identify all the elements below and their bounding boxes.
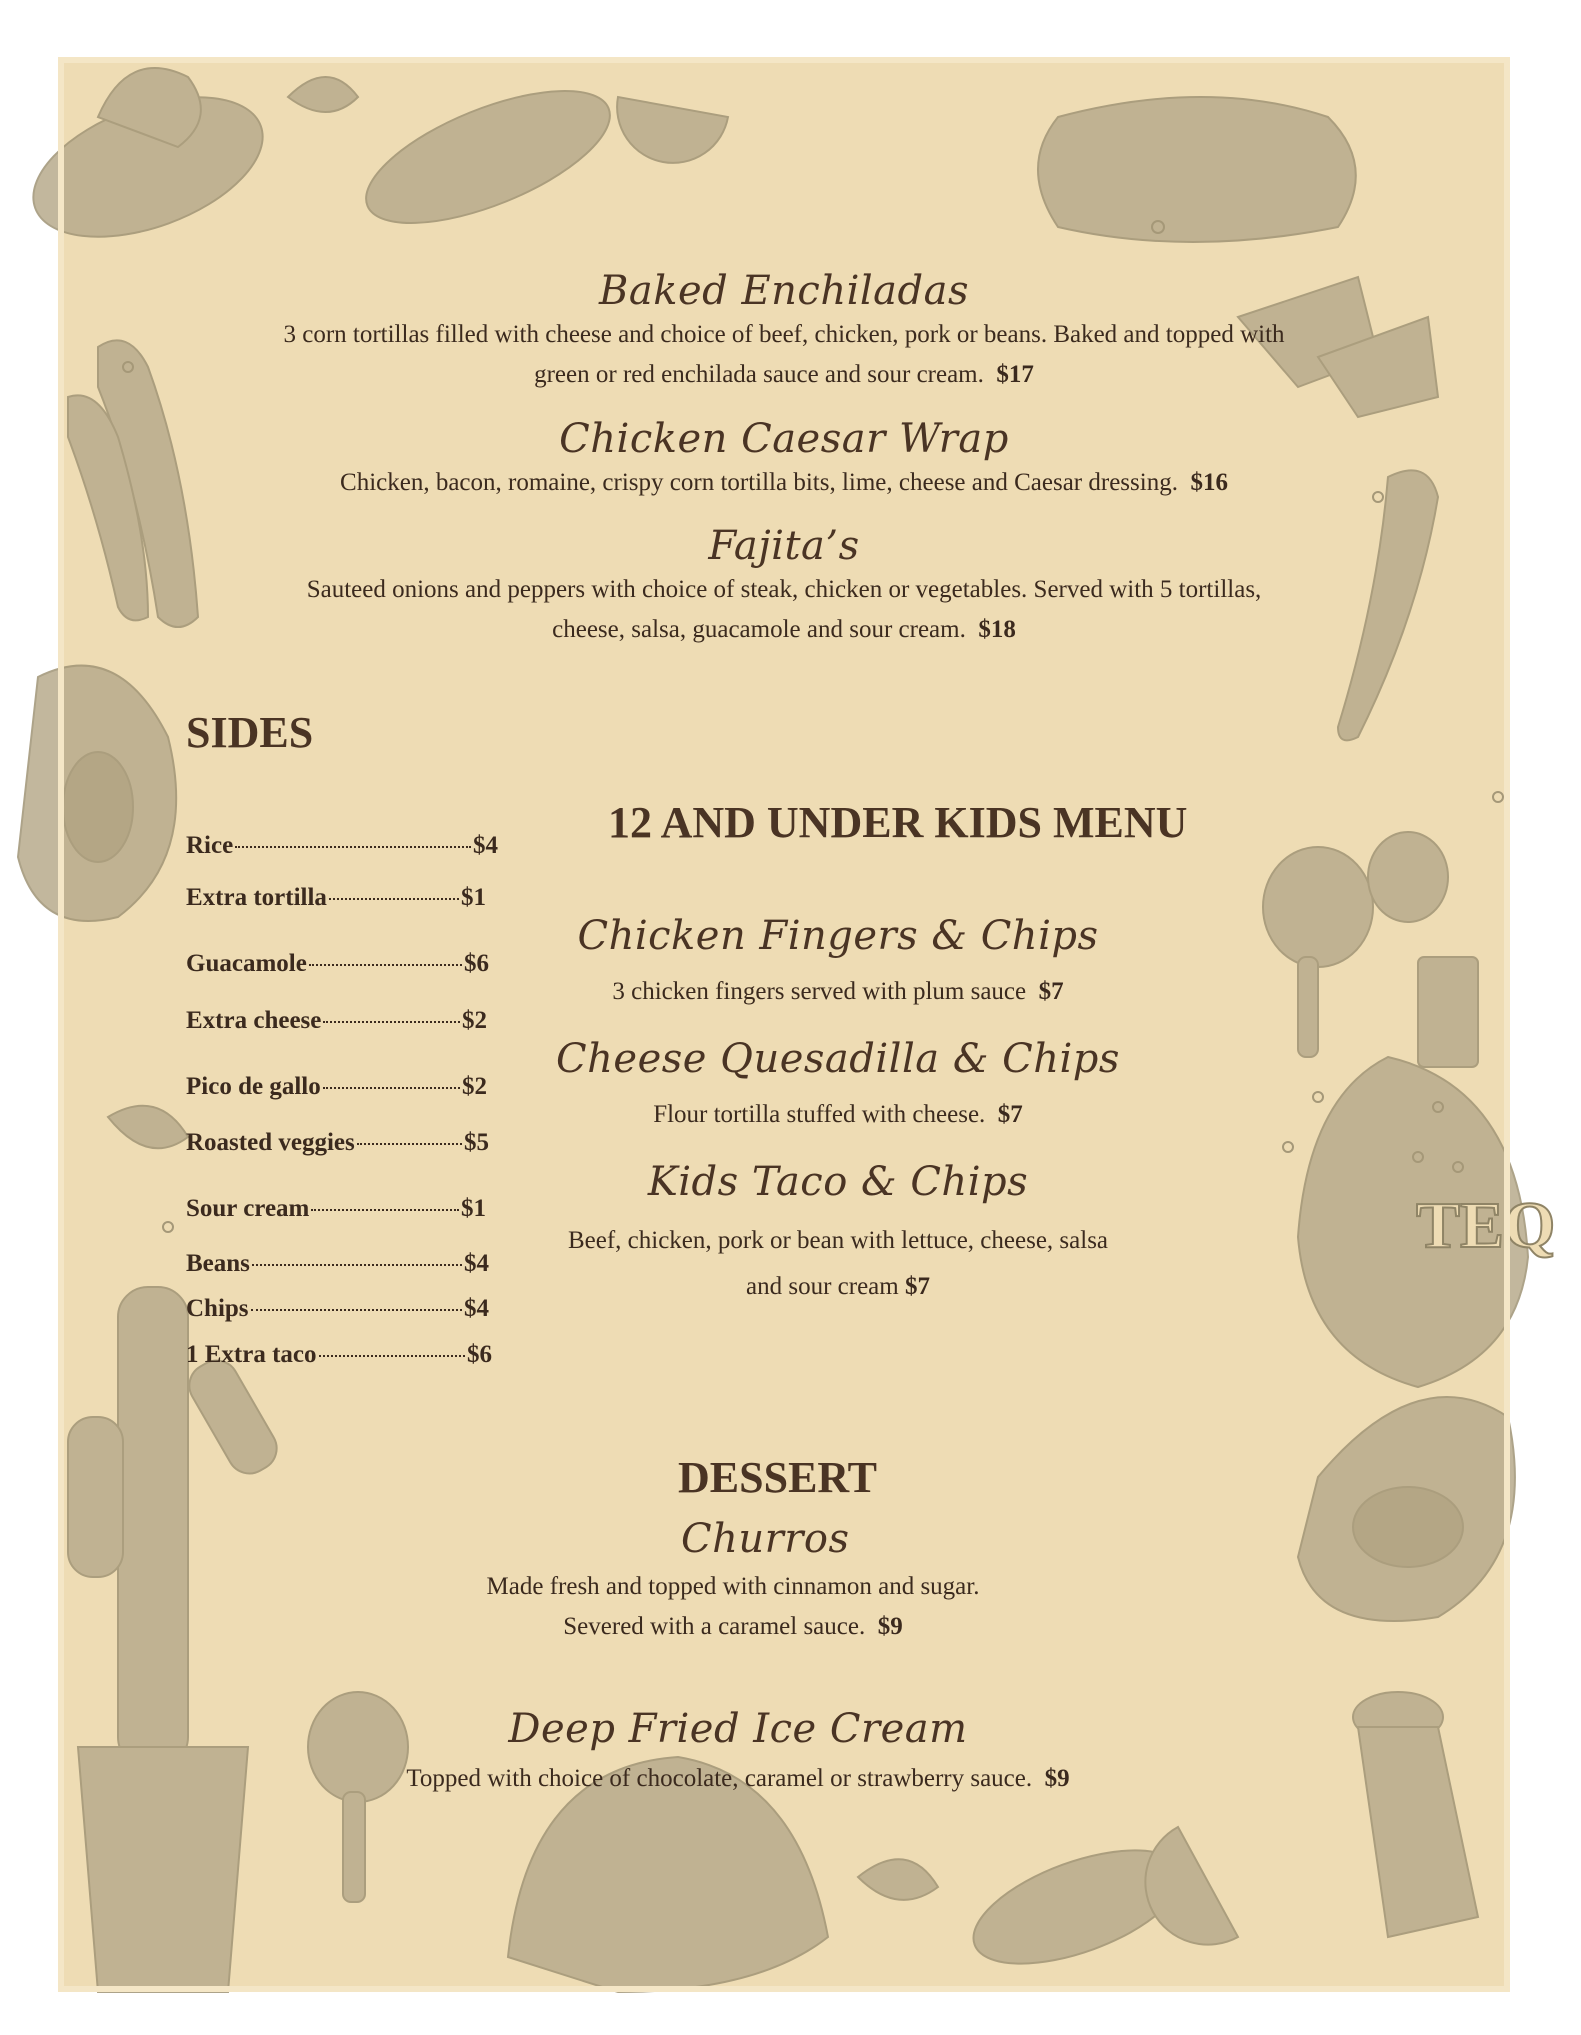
kids-item-taco — [498, 1158, 1178, 1310]
item-description — [498, 1218, 1178, 1310]
tequila-label-text: TEQ — [1416, 1189, 1556, 1262]
dessert-heading: DESSERT — [678, 1453, 877, 1502]
leader-dots — [252, 1264, 462, 1266]
desc-line: Topped with choice of chocolate, caramel or strawberry sauce. — [406, 1765, 1033, 1792]
desc-line-with-price — [423, 1607, 1043, 1647]
main-item-enchiladas — [58, 267, 1510, 395]
side-name: Sour cream — [186, 1195, 310, 1222]
side-item — [186, 1007, 487, 1035]
item-title: Deep Fried Ice Cream — [508, 1706, 968, 1752]
side-item — [186, 1295, 489, 1323]
leaf-icon-2 — [108, 1106, 188, 1149]
item-price: $9 — [1044, 1765, 1070, 1792]
kids-item-chicken-fingers — [498, 912, 1178, 1012]
side-price: $4 — [464, 1250, 489, 1277]
menu-page — [58, 57, 1556, 1992]
item-description — [358, 1759, 1118, 1799]
sides-heading: SIDES — [186, 708, 314, 757]
side-name: Extra tortilla — [186, 884, 327, 911]
desc-line: Sauteed onions and peppers with choice of steak, chicken or vegetables. Served with 5 tortillas, — [306, 576, 1262, 603]
side-item — [186, 1195, 486, 1223]
side-name: 1 Extra taco — [186, 1341, 317, 1368]
item-title: Churros — [681, 1516, 850, 1562]
desc-line-with-price — [58, 610, 1510, 650]
leader-dots — [323, 1021, 460, 1023]
item-title: Chicken Fingers & Chips — [577, 913, 1099, 959]
item-title: Baked Enchiladas — [598, 268, 969, 314]
item-description — [58, 315, 1510, 395]
main-item-caesar-wrap — [58, 415, 1510, 503]
leader-dots — [235, 846, 471, 848]
leader-dots — [319, 1355, 465, 1357]
salt-shaker-icon — [1353, 1692, 1478, 1937]
item-description — [498, 972, 1178, 1012]
leader-dots — [309, 964, 462, 966]
leader-dots — [251, 1309, 462, 1311]
avocado-icon-right — [1298, 1397, 1515, 1621]
item-price: $7 — [904, 1273, 930, 1300]
side-item — [186, 950, 489, 978]
desc-line: cheese, salsa, guacamole and sour cream. — [552, 616, 966, 643]
lime-slice-icon-bottom — [1145, 1827, 1238, 1945]
side-item — [186, 832, 498, 860]
item-price: $7 — [997, 1101, 1023, 1128]
desc-line: Beef, chicken, pork or bean with lettuce, cheese, salsa — [567, 1227, 1109, 1254]
tequila-bottle-icon — [1298, 957, 1528, 1387]
item-title: Chicken Caesar Wrap — [559, 416, 1009, 462]
desc-line: and sour cream — [746, 1273, 899, 1300]
desc-line: 3 corn tortillas filled with cheese and choice of beef, chicken, pork or beans. Baked and topped with — [283, 321, 1285, 348]
desc-line: Severed with a caramel sauce. — [563, 1613, 866, 1640]
side-price: $4 — [464, 1295, 489, 1322]
corn-icon — [349, 64, 626, 250]
item-price: $7 — [1038, 978, 1064, 1005]
lime-slice-icon — [617, 97, 728, 163]
desc-line: Chicken, bacon, romaine, crispy corn tortilla bits, lime, cheese and Caesar dressing. — [340, 469, 1178, 496]
leader-dots — [311, 1209, 459, 1211]
item-description — [423, 1567, 1043, 1647]
cactus-icon — [68, 1287, 285, 1992]
desc-line: green or red enchilada sauce and sour cream. — [534, 361, 984, 388]
side-name: Pico de gallo — [186, 1073, 321, 1100]
item-price: $18 — [978, 616, 1016, 643]
desc-line: 3 chicken fingers served with plum sauce — [612, 978, 1027, 1005]
item-price: $17 — [996, 361, 1034, 388]
item-description — [58, 463, 1510, 503]
dessert-item-fried-ice-cream — [358, 1705, 1118, 1799]
side-name: Extra cheese — [186, 1007, 322, 1034]
side-item — [186, 1250, 489, 1278]
side-price: $4 — [473, 832, 498, 859]
sombrero-icon — [15, 68, 282, 264]
item-description — [498, 1095, 1178, 1135]
desc-line: Flour tortilla stuffed with cheese. — [653, 1101, 986, 1128]
kids-menu-heading: 12 AND UNDER KIDS MENU — [608, 798, 1188, 847]
dessert-item-churros — [423, 1515, 1043, 1647]
item-price: $9 — [877, 1613, 903, 1640]
side-price: $2 — [462, 1007, 487, 1034]
leaf-icon — [288, 77, 358, 112]
side-name: Guacamole — [186, 950, 307, 977]
leader-dots — [357, 1143, 462, 1145]
item-title: Fajita’s — [708, 523, 860, 569]
item-title: Cheese Quesadilla & Chips — [556, 1036, 1120, 1082]
leaf-icon-3 — [858, 1859, 938, 1900]
item-description — [58, 570, 1510, 650]
side-item — [186, 1341, 492, 1369]
side-price: $6 — [467, 1341, 492, 1368]
side-price: $1 — [461, 884, 486, 911]
item-price: $16 — [1190, 469, 1228, 496]
leader-dots — [323, 1087, 460, 1089]
leader-dots — [329, 898, 459, 900]
side-price: $2 — [462, 1073, 487, 1100]
side-price: $5 — [464, 1129, 489, 1156]
side-name: Beans — [186, 1250, 250, 1277]
side-name: Chips — [186, 1295, 249, 1322]
desc-line-with-price — [58, 355, 1510, 395]
item-title: Kids Taco & Chips — [647, 1159, 1029, 1205]
side-price: $1 — [461, 1195, 486, 1222]
side-item — [186, 1129, 489, 1157]
desc-line: Made fresh and topped with cinnamon and sugar. — [486, 1573, 980, 1600]
kids-item-quesadilla — [498, 1035, 1178, 1135]
desc-line-with-price — [498, 1264, 1178, 1310]
side-name: Roasted veggies — [186, 1129, 355, 1156]
side-price: $6 — [464, 950, 489, 977]
side-item — [186, 884, 486, 912]
burrito-icon — [1038, 97, 1356, 242]
main-item-fajitas — [58, 522, 1510, 650]
side-item — [186, 1073, 487, 1101]
avocado-icon — [18, 666, 176, 921]
side-name: Rice — [186, 832, 234, 859]
desc-line-with-price — [58, 463, 1510, 503]
